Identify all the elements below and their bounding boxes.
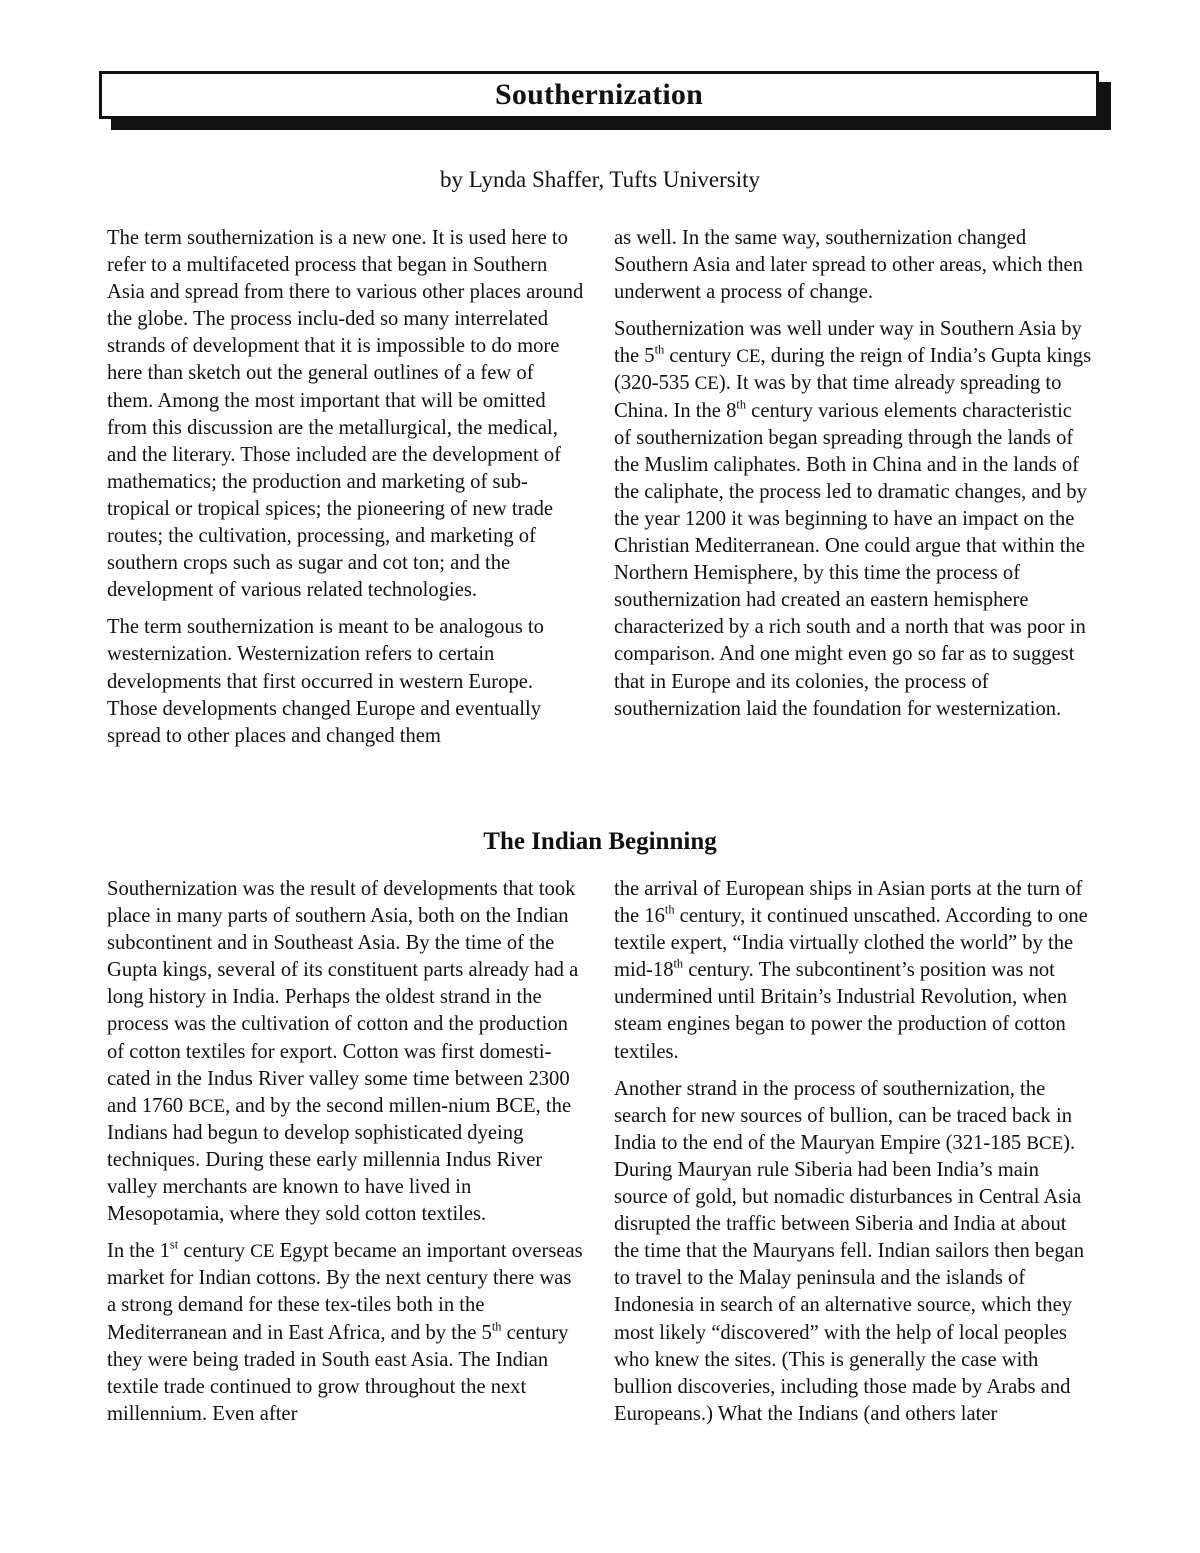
paragraph <box>614 1076 1092 1428</box>
byline: by Lynda Shaffer, Tufts University <box>439 167 760 192</box>
section-1-right-column <box>614 225 1092 760</box>
section-heading: The Indian Beginning <box>483 828 717 855</box>
ordinal-suffix: st <box>169 1237 179 1252</box>
document-title: Southernization <box>494 78 704 111</box>
era-abbreviation: CE <box>250 1241 275 1263</box>
text-run: century <box>664 345 737 368</box>
title-box <box>99 71 1099 119</box>
text-run: century <box>178 1240 251 1263</box>
ordinal-suffix: th <box>491 1318 502 1333</box>
ordinal-suffix: th <box>736 396 747 411</box>
section-1-left-column <box>107 225 585 760</box>
section-1-columns <box>107 225 1092 760</box>
text-run: century various elements characteristic of southernization began spreading through the lands of the Muslim caliphates. Both in China and in the lands of the caliphate, the process led to dramatic changes, and by the year 1200 it was beginning to have an impact on the Christian Mediterranean. One could argue that within the Northern Hemisphere, by this time the process of southernization had created an eastern hemisphere characterized by a rich south and a north that was poor in comparison. And one might even go so far as to suggest that in Europe and its colonies, the process of southernization laid the foundation for westernization. <box>614 399 1087 720</box>
text-run: as well. In the same way, southernization changed Southern Asia and later spread to other areas, which then underwent a process of change. <box>614 227 1083 304</box>
text-run: The term southernization is meant to be analogous to westernization. Westernization refers to certain developments that first occurred in western Europe. Those developments changed Europe and eventually spread to other places and changed them <box>107 616 544 747</box>
ordinal-suffix: th <box>664 902 675 917</box>
era-abbreviation: CE <box>736 346 761 368</box>
paragraph <box>107 614 585 749</box>
paragraph <box>107 1238 585 1428</box>
text-run: , and by the second millen-nium BCE, the Indians had begun to develop sophisticated dyeing techniques. During these early millennia Indus River valley merchants are known to have lived in Mesopotamia, where they sold cotton textiles. <box>107 1094 572 1226</box>
text-run: The term southernization is a new one. It is used here to refer to a multifaceted process that began in Southern Asia and spread from there to various other places around the globe. The process inclu-ded so many interrelated strands of development that it is impossible to do more here than sketch out the general outlines of a few of them. Among the most important that will be omitted from this discussion are the metallurgical, the medical, and the literary. Those included are the development of mathematics; the production and marketing of sub-tropical or tropical spices; the pioneering of new trade routes; the cultivation, processing, and marketing of southern crops such as sugar and cot ton; and the development of various related technologies. <box>107 227 584 602</box>
text-run: century they were being traded in South east Asia. The Indian textile trade continued to grow throughout the next millennium. Even after <box>107 1321 569 1425</box>
text-run: In the 1 <box>107 1240 170 1263</box>
ordinal-suffix: th <box>673 956 684 971</box>
ordinal-suffix: th <box>654 342 665 357</box>
text-run: Southernization was well under way in Southern Asia by the 5 <box>614 318 1082 368</box>
text-run: ). During Mauryan rule Siberia had been India’s main source of gold, but nomadic disturbances in Central Asia disrupted the traffic between Siberia and India at about the time that the Mauryans fell. Indian sailors then began to travel to the Malay peninsula and the islands of Indonesia in search of an alternative source, which they most likely “discovered” with the help of local peoples who knew the sites. (This is generally the case with bullion discoveries, including those made by Arabs and Europeans.) What the Indians (and others later <box>614 1131 1085 1425</box>
text-run: century. The subcontinent’s position was not undermined until Britain’s Industrial Revolution, when steam engines began to power the production of cotton textiles. <box>614 959 1068 1063</box>
paragraph <box>614 316 1092 722</box>
text-run: century, it continued unscathed. According to one textile expert, “India virtually clothed the world” by the mid-18 <box>614 905 1088 982</box>
era-abbreviation: BCE <box>1026 1132 1064 1154</box>
text-run: Egypt became an important overseas market for Indian cottons. By the next century there was a strong demand for these tex-tiles both in the Mediterranean and in East Africa, and by the 5 <box>107 1240 583 1344</box>
paragraph <box>107 876 585 1228</box>
text-run: , during the reign of India’s Gupta kings (320-535 <box>614 345 1092 395</box>
paragraph <box>614 225 1092 306</box>
section-2-right-column <box>614 876 1092 1438</box>
era-abbreviation: CE <box>694 373 719 395</box>
section-2-columns <box>107 876 1092 1438</box>
section-2-left-column <box>107 876 585 1438</box>
paragraph <box>614 876 1092 1066</box>
paragraph <box>107 225 585 604</box>
text-run: Southernization was the result of developments that took place in many parts of southern Asia, both on the Indian subcontinent and in Southeast Asia. By the time of the Gupta kings, several of its constituent parts already had a long history in India. Perhaps the oldest strand in the process was the cultivation of cotton and the production of cotton textiles for export. Cotton was first domesti-cated in the Indus River valley some time between 2300 and 1760 <box>107 878 579 1117</box>
text-run: the arrival of European ships in Asian ports at the turn of the 16 <box>614 878 1083 928</box>
era-abbreviation: BCE <box>188 1095 226 1117</box>
text-run: ). It was by that time already spreading to China. In the 8 <box>614 372 1062 422</box>
text-run: Another strand in the process of southernization, the search for new sources of bullion, can be traced back in India to the end of the Mauryan Empire (321-185 <box>614 1077 1073 1154</box>
